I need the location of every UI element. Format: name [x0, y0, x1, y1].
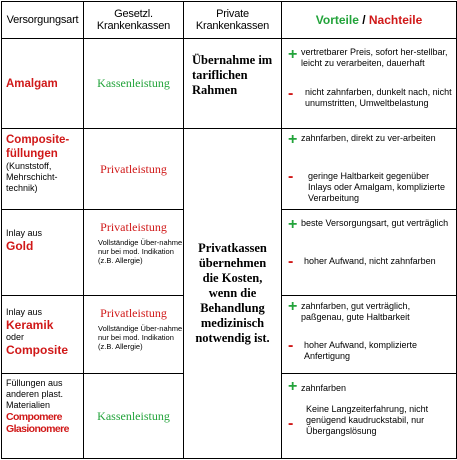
minus-icon: -: [288, 415, 294, 433]
header-nachteile: Nachteile: [368, 13, 423, 28]
pkv-shared-cell: [184, 128, 282, 458]
header-row: [2, 2, 457, 39]
gkv-cell: [84, 374, 184, 459]
type-cell: [2, 210, 84, 296]
pro-text: zahnfarben, direkt zu ver-arbeiten: [301, 132, 436, 143]
gkv-value: Privatleistung: [100, 305, 167, 320]
gkv-value: Kassenleistung: [97, 408, 170, 423]
pro-con-cell: [282, 295, 457, 374]
header-private-kassen: Private Krankenkassen: [184, 2, 282, 39]
con-text: Keine Langzeiterfahrung, nicht genügend kaudruckstabil, nur Übergangslösung: [306, 404, 429, 437]
header-vorteile: Vorteile: [315, 13, 359, 28]
type-cell: [2, 295, 84, 374]
plus-icon: +: [288, 216, 298, 234]
type-cell: [2, 128, 84, 210]
type-prefix: Füllungen aus anderen plast. Materialien: [6, 378, 64, 411]
gkv-cell: [84, 39, 184, 129]
type-name-2: Composite: [6, 342, 69, 357]
table-row: [2, 128, 457, 210]
type-cell: [2, 374, 84, 459]
minus-icon: -: [288, 336, 294, 354]
header-gesetzl-kassen: Gesetzl. Krankenkassen: [84, 2, 184, 39]
gkv-cell: [84, 128, 184, 210]
gkv-note: Vollständige Über-nahme nur bei mod. Indikation (z.B. Allergie): [98, 238, 183, 266]
pkv-value: Übernahme im tariflichen Rahmen: [192, 53, 273, 98]
type-mid: oder: [6, 331, 25, 342]
plus-icon: +: [288, 130, 298, 148]
con-text: hoher Aufwand, komplizierte Anfertigung: [304, 339, 418, 361]
pro-text: beste Versorgungsart, gut verträglich: [301, 218, 449, 229]
minus-icon: -: [288, 167, 294, 185]
comparison-table: [1, 1, 457, 459]
gkv-value: Kassenleistung: [97, 76, 170, 91]
table-row: [2, 39, 457, 129]
pkv-shared-value: Privatkassen übernehmen die Kosten, wenn die Behandlung medizinisch notwendig ist.: [195, 240, 270, 345]
gkv-cell: [84, 210, 184, 296]
minus-icon: -: [288, 85, 294, 103]
header-separator: /: [358, 13, 369, 28]
gkv-value: Privatleistung: [100, 161, 167, 176]
header-vorteile-nachteile: [282, 2, 457, 39]
pro-con-cell: [282, 374, 457, 459]
pro-con-cell: [282, 210, 457, 296]
type-name: Amalgam: [6, 77, 58, 90]
pro-con-cell: [282, 128, 457, 210]
gkv-value: Privatleistung: [100, 220, 167, 235]
gkv-note: Vollständige Über-nahme nur bei mod. Indikation (z.B. Allergie): [98, 323, 183, 351]
plus-icon: +: [288, 378, 298, 396]
type-name: Keramik: [6, 317, 54, 332]
con-text: nicht zahnfarben, dunkelt nach, nicht unumstritten, Umweltbelastung: [305, 87, 452, 109]
type-name-2: Glasionomere: [6, 423, 69, 436]
pro-text: zahnfarben, gut verträglich, paßgenau, gute Haltbarkeit: [301, 300, 411, 322]
minus-icon: -: [288, 253, 294, 271]
plus-icon: +: [288, 46, 298, 64]
type-note: (Kunststoff, Mehrschicht-technik): [6, 160, 58, 193]
pro-con-cell: [282, 39, 457, 129]
type-name: Compomere: [6, 411, 62, 424]
pkv-cell: [184, 39, 282, 129]
pro-text: vertretbarer Preis, sofort her-stellbar, leicht zu verarbeiten, dauerhaft: [301, 47, 448, 69]
type-name: Gold: [6, 239, 34, 254]
plus-icon: +: [288, 297, 298, 315]
type-name: Composite-füllungen: [6, 133, 70, 160]
gkv-cell: [84, 295, 184, 374]
con-text: geringe Haltbarkeit gegenüber Inlays oder Amalgam, komplizierte Verarbeitung: [308, 170, 446, 203]
header-versorgungsart: Versorgungsart: [2, 2, 84, 39]
con-text: hoher Aufwand, nicht zahnfarben: [304, 256, 436, 267]
type-prefix: Inlay aus: [6, 306, 43, 317]
pro-text: zahnfarben: [301, 383, 347, 394]
type-cell: [2, 39, 84, 129]
type-prefix: Inlay aus: [6, 228, 43, 239]
